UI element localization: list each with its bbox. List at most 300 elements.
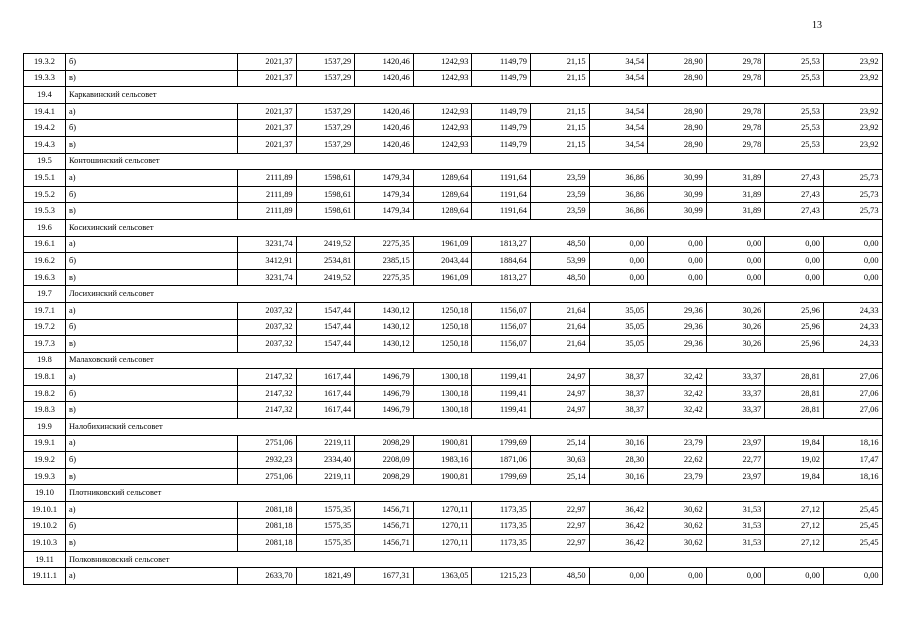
value-cell: 31,89 — [706, 186, 765, 203]
row-subitem: б) — [66, 518, 238, 535]
value-cell: 1191,64 — [472, 186, 531, 203]
value-cell: 18,16 — [823, 435, 882, 452]
value-cell: 34,54 — [589, 54, 648, 71]
value-cell: 1199,41 — [472, 402, 531, 419]
value-cell: 23,92 — [823, 70, 882, 87]
row-code: 19.5.1 — [24, 170, 66, 187]
value-cell: 2385,15 — [355, 253, 414, 270]
value-cell: 22,62 — [648, 452, 707, 469]
row-subitem: а) — [66, 236, 238, 253]
value-cell: 2147,32 — [238, 369, 297, 386]
value-cell: 2751,06 — [238, 468, 297, 485]
table-row — [24, 518, 883, 535]
value-cell: 27,43 — [765, 186, 824, 203]
value-cell: 36,86 — [589, 203, 648, 220]
value-cell: 1173,35 — [472, 518, 531, 535]
value-cell: 1456,71 — [355, 518, 414, 535]
value-cell: 27,43 — [765, 170, 824, 187]
value-cell: 23,92 — [823, 120, 882, 137]
table-row — [24, 369, 883, 386]
value-cell: 0,00 — [823, 568, 882, 585]
value-cell: 1961,09 — [413, 236, 472, 253]
section-name: Малаховский сельсовет — [66, 352, 883, 369]
value-cell: 1961,09 — [413, 269, 472, 286]
row-code: 19.7.2 — [24, 319, 66, 336]
row-subitem: б) — [66, 253, 238, 270]
section-header-row — [24, 352, 883, 369]
value-cell: 27,06 — [823, 369, 882, 386]
value-cell: 27,43 — [765, 203, 824, 220]
row-subitem: а) — [66, 302, 238, 319]
value-cell: 17,47 — [823, 452, 882, 469]
value-cell: 22,97 — [530, 535, 589, 552]
value-cell: 1270,11 — [413, 535, 472, 552]
row-code: 19.3.3 — [24, 70, 66, 87]
value-cell: 21,15 — [530, 54, 589, 71]
value-cell: 1430,12 — [355, 336, 414, 353]
value-cell: 1547,44 — [296, 319, 355, 336]
value-cell: 1156,07 — [472, 302, 531, 319]
value-cell: 22,97 — [530, 518, 589, 535]
value-cell: 1537,29 — [296, 136, 355, 153]
row-code: 19.9.3 — [24, 468, 66, 485]
value-cell: 1149,79 — [472, 103, 531, 120]
value-cell: 38,37 — [589, 369, 648, 386]
page-number: 13 — [812, 20, 822, 31]
section-name: Контошинский сельсовет — [66, 153, 883, 170]
value-cell: 23,97 — [706, 435, 765, 452]
row-subitem: б) — [66, 452, 238, 469]
value-cell: 30,16 — [589, 435, 648, 452]
value-cell: 33,37 — [706, 402, 765, 419]
value-cell: 23,92 — [823, 54, 882, 71]
row-code: 19.5.3 — [24, 203, 66, 220]
value-cell: 0,00 — [706, 568, 765, 585]
tariff-table — [23, 53, 883, 585]
value-cell: 2081,18 — [238, 502, 297, 519]
value-cell: 25,14 — [530, 435, 589, 452]
value-cell: 19,02 — [765, 452, 824, 469]
value-cell: 1363,05 — [413, 568, 472, 585]
value-cell: 32,42 — [648, 402, 707, 419]
value-cell: 21,64 — [530, 302, 589, 319]
value-cell: 29,78 — [706, 103, 765, 120]
value-cell: 0,00 — [765, 568, 824, 585]
value-cell: 1983,16 — [413, 452, 472, 469]
value-cell: 1479,34 — [355, 170, 414, 187]
value-cell: 2037,32 — [238, 319, 297, 336]
value-cell: 0,00 — [823, 253, 882, 270]
value-cell: 1300,18 — [413, 385, 472, 402]
value-cell: 30,62 — [648, 502, 707, 519]
value-cell: 34,54 — [589, 120, 648, 137]
value-cell: 1242,93 — [413, 120, 472, 137]
value-cell: 19,84 — [765, 468, 824, 485]
row-code: 19.7.3 — [24, 336, 66, 353]
value-cell: 35,05 — [589, 319, 648, 336]
value-cell: 48,50 — [530, 236, 589, 253]
section-name: Косихинский сельсовет — [66, 219, 883, 236]
value-cell: 0,00 — [648, 253, 707, 270]
value-cell: 30,26 — [706, 319, 765, 336]
value-cell: 31,89 — [706, 203, 765, 220]
value-cell: 1871,06 — [472, 452, 531, 469]
value-cell: 30,26 — [706, 302, 765, 319]
row-code: 19.5 — [24, 153, 66, 170]
table-row — [24, 402, 883, 419]
row-code: 19.3.2 — [24, 54, 66, 71]
value-cell: 1575,35 — [296, 502, 355, 519]
row-subitem: а) — [66, 568, 238, 585]
value-cell: 1289,64 — [413, 203, 472, 220]
row-subitem: а) — [66, 435, 238, 452]
value-cell: 28,81 — [765, 402, 824, 419]
value-cell: 2021,37 — [238, 136, 297, 153]
value-cell: 1677,31 — [355, 568, 414, 585]
row-code: 19.4.3 — [24, 136, 66, 153]
value-cell: 1813,27 — [472, 236, 531, 253]
value-cell: 3412,91 — [238, 253, 297, 270]
value-cell: 38,37 — [589, 402, 648, 419]
value-cell: 28,90 — [648, 70, 707, 87]
row-subitem: в) — [66, 203, 238, 220]
value-cell: 23,59 — [530, 170, 589, 187]
section-name: Полковниковский сельсовет — [66, 551, 883, 568]
value-cell: 25,45 — [823, 518, 882, 535]
value-cell: 2081,18 — [238, 518, 297, 535]
table-row — [24, 170, 883, 187]
value-cell: 1420,46 — [355, 103, 414, 120]
value-cell: 30,99 — [648, 203, 707, 220]
value-cell: 0,00 — [823, 269, 882, 286]
value-cell: 30,26 — [706, 336, 765, 353]
table-row — [24, 186, 883, 203]
value-cell: 1900,81 — [413, 435, 472, 452]
value-cell: 1270,11 — [413, 518, 472, 535]
table-row — [24, 336, 883, 353]
table-row — [24, 253, 883, 270]
value-cell: 29,78 — [706, 136, 765, 153]
value-cell: 0,00 — [706, 269, 765, 286]
value-cell: 0,00 — [648, 568, 707, 585]
value-cell: 25,53 — [765, 136, 824, 153]
value-cell: 25,53 — [765, 70, 824, 87]
row-code: 19.4 — [24, 87, 66, 104]
value-cell: 23,79 — [648, 468, 707, 485]
row-code: 19.11 — [24, 551, 66, 568]
value-cell: 25,96 — [765, 319, 824, 336]
value-cell: 2021,37 — [238, 103, 297, 120]
section-header-row — [24, 286, 883, 303]
value-cell: 1479,34 — [355, 203, 414, 220]
value-cell: 21,15 — [530, 136, 589, 153]
value-cell: 1547,44 — [296, 302, 355, 319]
value-cell: 1270,11 — [413, 502, 472, 519]
value-cell: 3231,74 — [238, 269, 297, 286]
row-subitem: б) — [66, 120, 238, 137]
value-cell: 27,06 — [823, 402, 882, 419]
value-cell: 23,59 — [530, 203, 589, 220]
row-subitem: б) — [66, 385, 238, 402]
row-subitem: а) — [66, 502, 238, 519]
value-cell: 1199,41 — [472, 369, 531, 386]
value-cell: 0,00 — [648, 269, 707, 286]
value-cell: 1813,27 — [472, 269, 531, 286]
value-cell: 21,64 — [530, 336, 589, 353]
value-cell: 24,33 — [823, 319, 882, 336]
table-row — [24, 502, 883, 519]
value-cell: 1430,12 — [355, 302, 414, 319]
value-cell: 23,97 — [706, 468, 765, 485]
value-cell: 1617,44 — [296, 385, 355, 402]
value-cell: 1420,46 — [355, 120, 414, 137]
row-code: 19.4.1 — [24, 103, 66, 120]
value-cell: 1537,29 — [296, 70, 355, 87]
row-code: 19.7.1 — [24, 302, 66, 319]
row-code: 19.11.1 — [24, 568, 66, 585]
value-cell: 1537,29 — [296, 103, 355, 120]
value-cell: 29,36 — [648, 302, 707, 319]
value-cell: 33,37 — [706, 369, 765, 386]
value-cell: 1149,79 — [472, 136, 531, 153]
row-code: 19.8.3 — [24, 402, 66, 419]
value-cell: 1884,64 — [472, 253, 531, 270]
row-code: 19.6.1 — [24, 236, 66, 253]
table-row — [24, 468, 883, 485]
value-cell: 0,00 — [706, 253, 765, 270]
value-cell: 1149,79 — [472, 70, 531, 87]
row-code: 19.5.2 — [24, 186, 66, 203]
value-cell: 2534,81 — [296, 253, 355, 270]
value-cell: 1250,18 — [413, 302, 472, 319]
value-cell: 1300,18 — [413, 402, 472, 419]
value-cell: 31,53 — [706, 502, 765, 519]
value-cell: 2111,89 — [238, 203, 297, 220]
value-cell: 1420,46 — [355, 70, 414, 87]
value-cell: 1479,34 — [355, 186, 414, 203]
value-cell: 1575,35 — [296, 535, 355, 552]
value-cell: 29,36 — [648, 336, 707, 353]
value-cell: 27,12 — [765, 502, 824, 519]
value-cell: 23,59 — [530, 186, 589, 203]
section-header-row — [24, 485, 883, 502]
value-cell: 21,64 — [530, 319, 589, 336]
value-cell: 1799,69 — [472, 435, 531, 452]
table-row — [24, 203, 883, 220]
value-cell: 1173,35 — [472, 535, 531, 552]
value-cell: 25,73 — [823, 170, 882, 187]
row-subitem: в) — [66, 402, 238, 419]
section-name: Налобихинский сельсовет — [66, 419, 883, 436]
value-cell: 1289,64 — [413, 170, 472, 187]
value-cell: 27,12 — [765, 518, 824, 535]
value-cell: 1598,61 — [296, 170, 355, 187]
value-cell: 2419,52 — [296, 269, 355, 286]
value-cell: 1242,93 — [413, 54, 472, 71]
value-cell: 2147,32 — [238, 402, 297, 419]
value-cell: 23,92 — [823, 136, 882, 153]
value-cell: 28,90 — [648, 103, 707, 120]
value-cell: 0,00 — [765, 269, 824, 286]
value-cell: 24,97 — [530, 402, 589, 419]
value-cell: 1199,41 — [472, 385, 531, 402]
value-cell: 1617,44 — [296, 369, 355, 386]
value-cell: 25,45 — [823, 502, 882, 519]
value-cell: 36,86 — [589, 170, 648, 187]
value-cell: 30,63 — [530, 452, 589, 469]
row-code: 19.6 — [24, 219, 66, 236]
row-code: 19.10.3 — [24, 535, 66, 552]
value-cell: 36,42 — [589, 535, 648, 552]
value-cell: 1191,64 — [472, 203, 531, 220]
value-cell: 28,90 — [648, 54, 707, 71]
row-code: 19.10 — [24, 485, 66, 502]
table-row — [24, 385, 883, 402]
value-cell: 1242,93 — [413, 70, 472, 87]
table-row — [24, 568, 883, 585]
value-cell: 25,14 — [530, 468, 589, 485]
value-cell: 25,53 — [765, 103, 824, 120]
value-cell: 0,00 — [823, 236, 882, 253]
value-cell: 21,15 — [530, 120, 589, 137]
row-code: 19.9.2 — [24, 452, 66, 469]
row-subitem: в) — [66, 136, 238, 153]
value-cell: 1149,79 — [472, 54, 531, 71]
row-subitem: а) — [66, 103, 238, 120]
value-cell: 1598,61 — [296, 203, 355, 220]
value-cell: 2419,52 — [296, 236, 355, 253]
section-header-row — [24, 551, 883, 568]
value-cell: 25,73 — [823, 186, 882, 203]
value-cell: 25,73 — [823, 203, 882, 220]
value-cell: 1537,29 — [296, 54, 355, 71]
value-cell: 27,06 — [823, 385, 882, 402]
value-cell: 1242,93 — [413, 136, 472, 153]
value-cell: 0,00 — [589, 568, 648, 585]
row-code: 19.9.1 — [24, 435, 66, 452]
value-cell: 2208,09 — [355, 452, 414, 469]
value-cell: 28,81 — [765, 385, 824, 402]
value-cell: 25,96 — [765, 336, 824, 353]
value-cell: 34,54 — [589, 103, 648, 120]
value-cell: 1598,61 — [296, 186, 355, 203]
value-cell: 2334,40 — [296, 452, 355, 469]
section-name: Каркавинский сельсовет — [66, 87, 883, 104]
value-cell: 2932,23 — [238, 452, 297, 469]
value-cell: 0,00 — [765, 253, 824, 270]
value-cell: 35,05 — [589, 336, 648, 353]
table-row — [24, 103, 883, 120]
value-cell: 1547,44 — [296, 336, 355, 353]
value-cell: 22,77 — [706, 452, 765, 469]
row-code: 19.10.1 — [24, 502, 66, 519]
table-row — [24, 319, 883, 336]
value-cell: 2021,37 — [238, 54, 297, 71]
value-cell: 0,00 — [589, 253, 648, 270]
row-subitem: в) — [66, 70, 238, 87]
value-cell: 1149,79 — [472, 120, 531, 137]
value-cell: 2219,11 — [296, 435, 355, 452]
section-header-row — [24, 219, 883, 236]
section-header-row — [24, 153, 883, 170]
value-cell: 1215,23 — [472, 568, 531, 585]
value-cell: 38,37 — [589, 385, 648, 402]
value-cell: 30,99 — [648, 186, 707, 203]
value-cell: 2098,29 — [355, 468, 414, 485]
value-cell: 2098,29 — [355, 435, 414, 452]
value-cell: 34,54 — [589, 136, 648, 153]
table-row — [24, 120, 883, 137]
row-subitem: а) — [66, 170, 238, 187]
value-cell: 2219,11 — [296, 468, 355, 485]
value-cell: 28,81 — [765, 369, 824, 386]
value-cell: 29,78 — [706, 70, 765, 87]
value-cell: 1456,71 — [355, 535, 414, 552]
value-cell: 1575,35 — [296, 518, 355, 535]
value-cell: 1156,07 — [472, 319, 531, 336]
value-cell: 27,12 — [765, 535, 824, 552]
value-cell: 0,00 — [765, 236, 824, 253]
table-row — [24, 535, 883, 552]
row-code: 19.7 — [24, 286, 66, 303]
row-subitem: в) — [66, 269, 238, 286]
value-cell: 48,50 — [530, 269, 589, 286]
value-cell: 24,33 — [823, 302, 882, 319]
value-cell: 2021,37 — [238, 70, 297, 87]
value-cell: 1250,18 — [413, 336, 472, 353]
section-header-row — [24, 87, 883, 104]
value-cell: 25,96 — [765, 302, 824, 319]
row-code: 19.8 — [24, 352, 66, 369]
value-cell: 34,54 — [589, 70, 648, 87]
table-body — [24, 54, 883, 585]
value-cell: 2043,44 — [413, 253, 472, 270]
value-cell: 2111,89 — [238, 186, 297, 203]
row-subitem: в) — [66, 468, 238, 485]
table-row — [24, 70, 883, 87]
value-cell: 30,62 — [648, 535, 707, 552]
row-code: 19.8.2 — [24, 385, 66, 402]
value-cell: 1496,79 — [355, 385, 414, 402]
value-cell: 1250,18 — [413, 319, 472, 336]
row-subitem: б) — [66, 186, 238, 203]
value-cell: 48,50 — [530, 568, 589, 585]
section-name: Лосихинский сельсовет — [66, 286, 883, 303]
value-cell: 1799,69 — [472, 468, 531, 485]
value-cell: 28,30 — [589, 452, 648, 469]
value-cell: 33,37 — [706, 385, 765, 402]
value-cell: 0,00 — [648, 236, 707, 253]
value-cell: 29,78 — [706, 54, 765, 71]
value-cell: 22,97 — [530, 502, 589, 519]
value-cell: 1430,12 — [355, 319, 414, 336]
value-cell: 2021,37 — [238, 120, 297, 137]
value-cell: 31,53 — [706, 518, 765, 535]
value-cell: 36,42 — [589, 502, 648, 519]
value-cell: 25,45 — [823, 535, 882, 552]
value-cell: 19,84 — [765, 435, 824, 452]
value-cell: 30,99 — [648, 170, 707, 187]
row-code: 19.6.3 — [24, 269, 66, 286]
table-row — [24, 54, 883, 71]
value-cell: 0,00 — [589, 269, 648, 286]
row-code: 19.4.2 — [24, 120, 66, 137]
table-row — [24, 236, 883, 253]
table-row — [24, 136, 883, 153]
value-cell: 2633,70 — [238, 568, 297, 585]
value-cell: 1289,64 — [413, 186, 472, 203]
value-cell: 0,00 — [589, 236, 648, 253]
